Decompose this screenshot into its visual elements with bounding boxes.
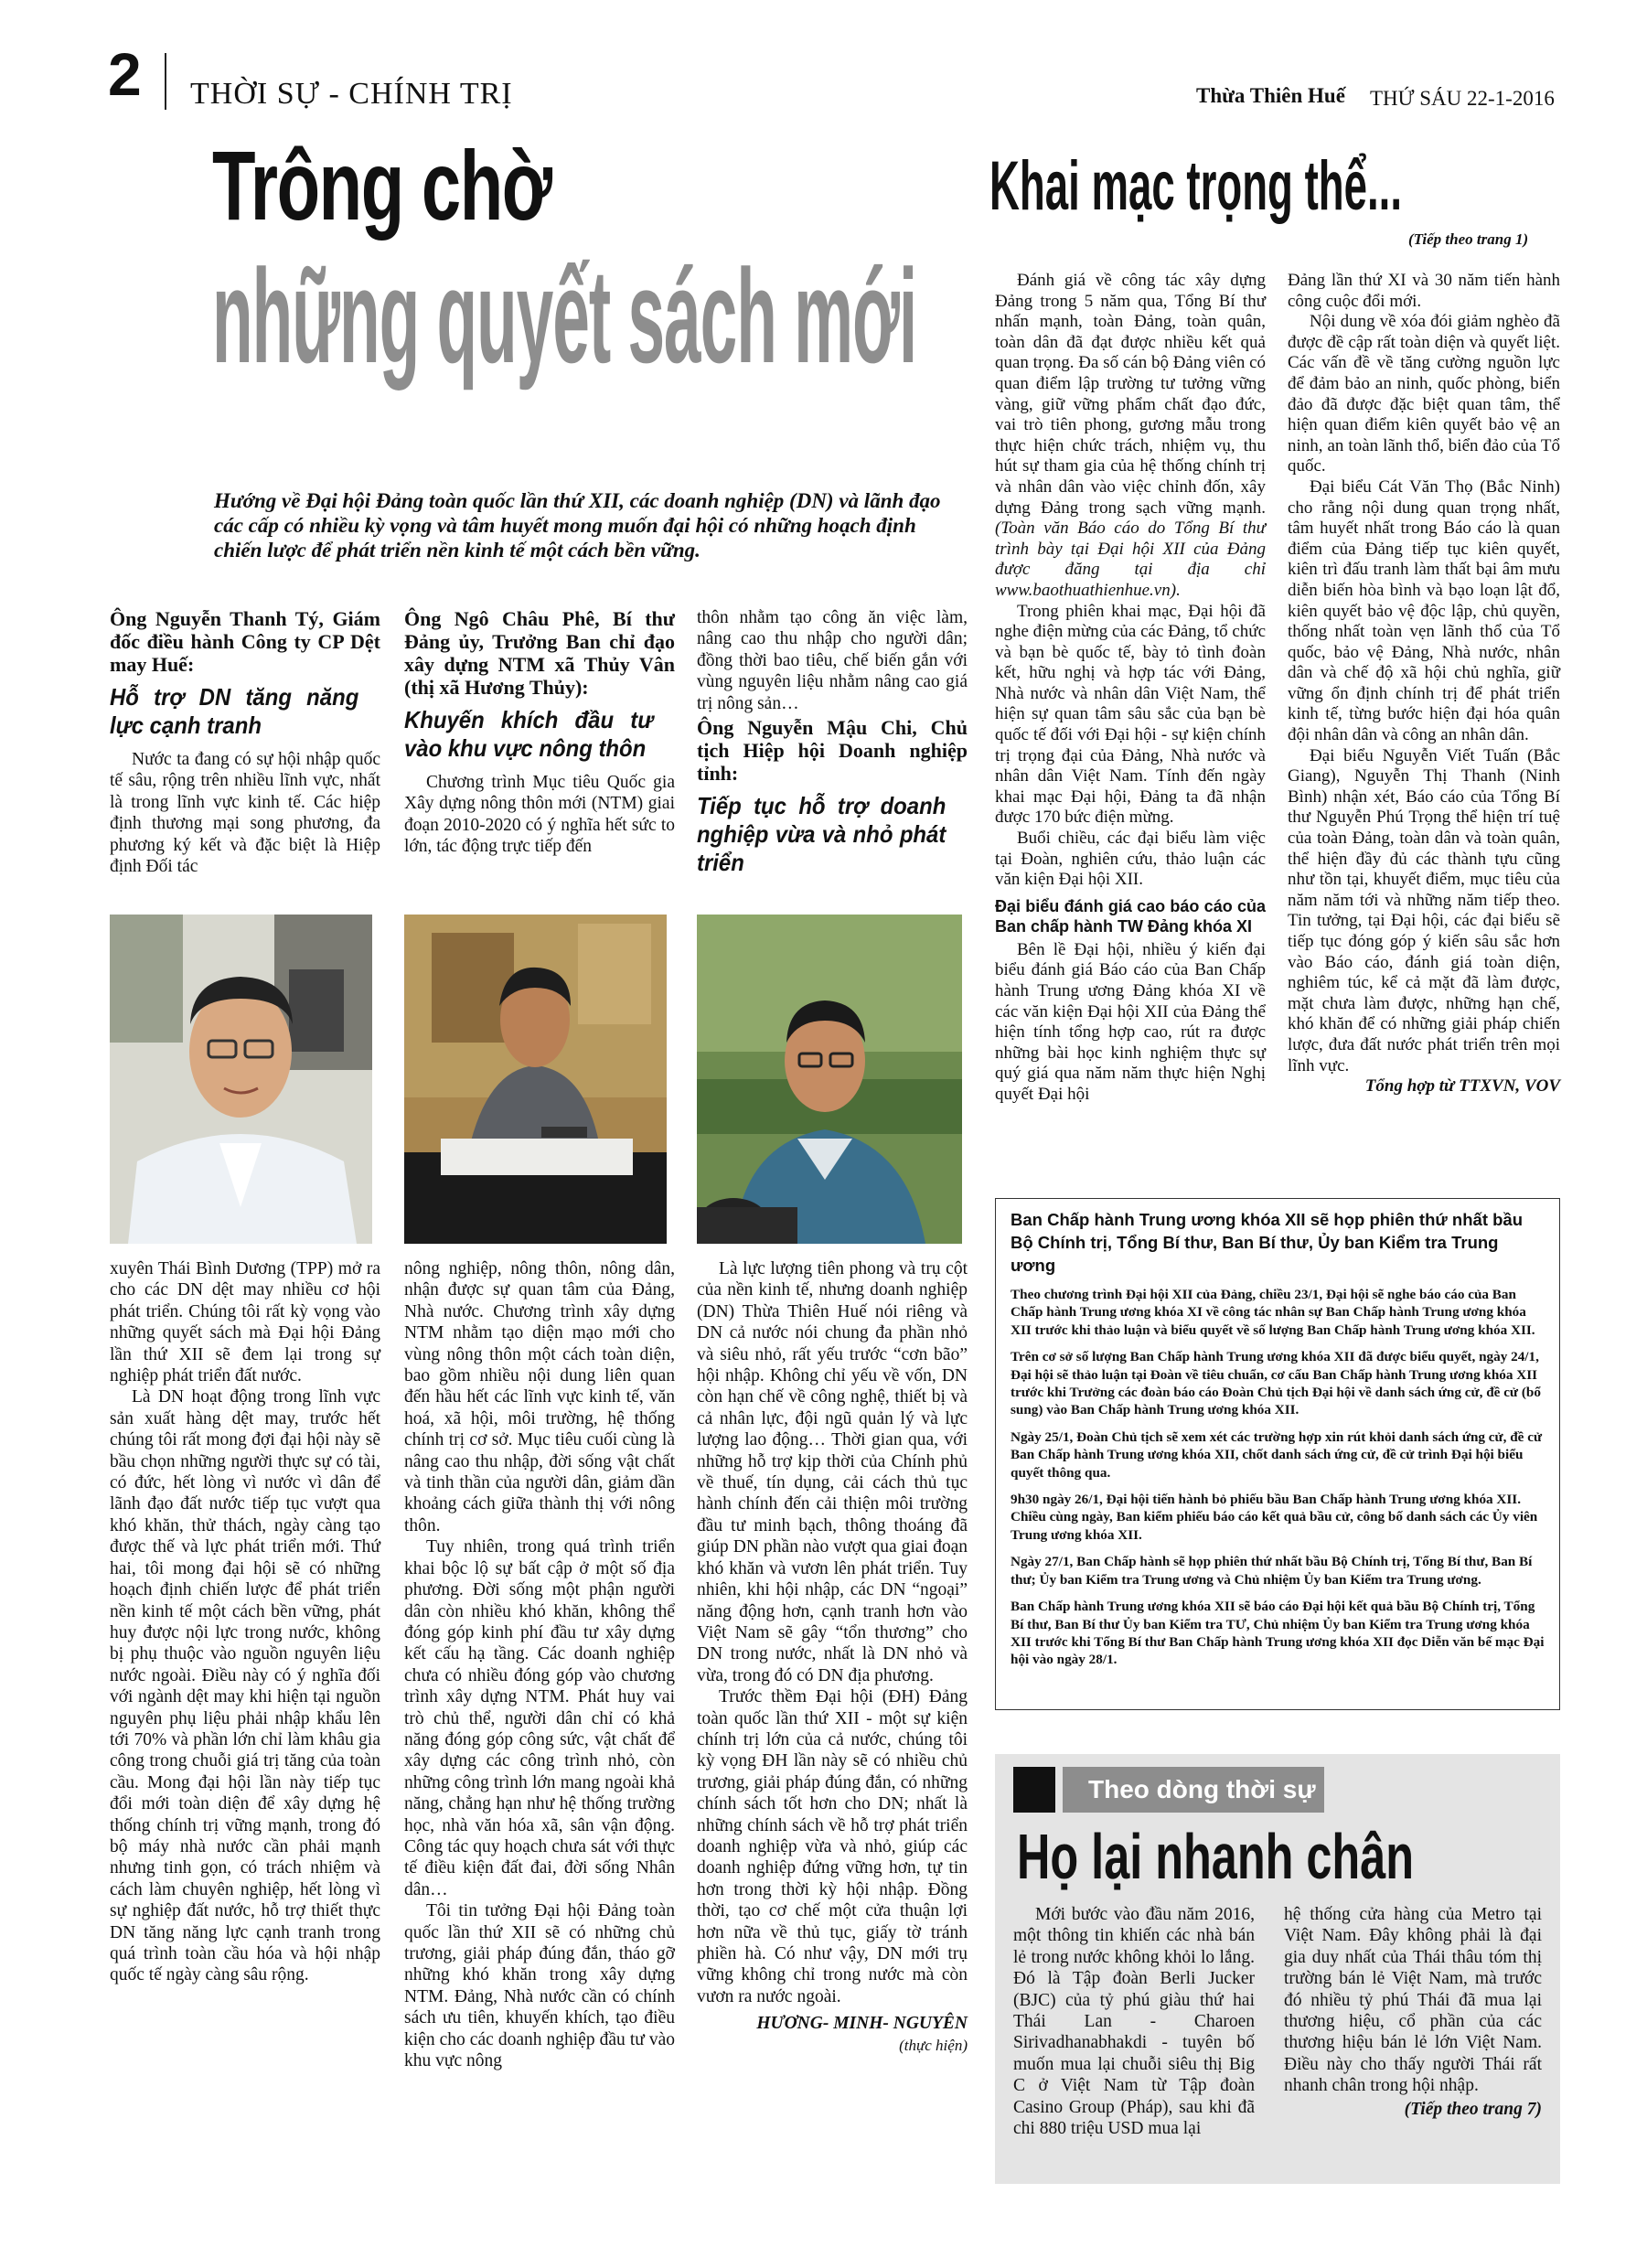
page-number: 2: [108, 40, 142, 108]
col2-bottom: [404, 1258, 675, 2071]
newspaper-name: Thừa Thiên Huế: [1196, 84, 1345, 107]
col2-bottom-p1: nông nghiệp, nông thôn, nông dân, nhận được sự quan tâm của Đảng, Nhà nước. Chương trình xây dựng NTM nhằm tạo diện mạo mới cho vùng nông thôn một cách toàn diện, bao gồm nhiều nội dung liên quan đến hầu hết các lĩnh vực kinh tế, văn hoá, xã hội, môi trường, hệ thống chính trị cơ sở. Mục tiêu cuối cùng là nâng cao thu nhập, đời sống vật chất và tinh thần của người dân, giảm dần khoảng cách giữa thành thị với nông thôn.: [404, 1259, 675, 1535]
right-col-a-p2: Trong phiên khai mạc, Đại hội đã nghe điện mừng của các Đảng, tổ chức và bạn bè quốc tế, bày tỏ tình đoàn kết, hữu nghị và hợp tác với Đảng, Nhà nước và nhân dân Việt Nam, thể hiện sự quan tâm sâu sắc của bạn bè quốc tế đối với Đại hội - sự kiện chính trị trọng đại của Đảng, Nhà nước và nhân dân Việt Nam. Tính đến ngày khai mạc Đại hội, Đảng ta đã nhận được 170 bức điện mừng.: [995, 601, 1266, 828]
col3-top-text: thôn nhằm tạo công ăn việc làm, nâng cao thu nhập cho người dân; đồng thời bao tiêu, chế biến gắn với vùng nguyên liệu nhằm nâng cao giá trị nông sản…: [697, 608, 968, 713]
info-box-item: Trên cơ sở số lượng Ban Chấp hành Trung ương khóa XII đã được biểu quyết, ngày 24/1, Đại hội sẽ thảo luận tại Đoàn về tiêu chuẩn, cơ cấu Ban Chấp hành Trung ương khóa XII trước khi Trưởng các đoàn báo cáo Đoàn Chủ tịch Đại hội về danh sách ứng cử, đề cử (bổ sung) vào Ban Chấp hành Trung ương khóa XII.: [1011, 1349, 1541, 1418]
column-box-marker: [1013, 1767, 1055, 1813]
right-col-a-p1: [995, 271, 1266, 602]
main-lead: Hướng về Đại hội Đảng toàn quốc lần thứ XII, các doanh nghiệp (DN) và lãnh đạo các cấp có nhiều kỳ vọng và tâm huyết mong muốn đại hội có những hoạch định chiến lược để phát triển nền kinh tế một cách bền vững.: [214, 489, 941, 562]
col2-top: [404, 607, 675, 858]
right-headline: Khai mạc trọng thể...: [989, 147, 1402, 225]
main-headline-line1: Trông chờ: [212, 130, 551, 241]
photo-ngo-chau-phe: [404, 915, 667, 1244]
info-box-title: Ban Chấp hành Trung ương khóa XII sẽ họp phiên thứ nhất bầu Bộ Chính trị, Tổng Bí thư, Ban Bí thư, Ủy ban Kiểm tra Trung ương: [1011, 1210, 1524, 1275]
header-divider: [165, 53, 166, 110]
column-box-left: [1013, 1904, 1255, 2139]
column-box-right: [1284, 1904, 1542, 2120]
section-name: THỜI SỰ - CHÍNH TRỊ: [190, 77, 513, 111]
col1-top-text: Nước ta đang có sự hội nhập quốc tế sâu, rộng trên nhiều lĩnh vực, nhất là trong lĩnh vực kinh tế. Các hiệp định thương mại song phương, đa phương ký kết và đặc biệt là Hiệp định Đối tác: [110, 750, 380, 877]
col3-signature: HƯƠNG- MINH- NGUYÊN: [756, 2014, 968, 2034]
right-col-b-p3: Đại biểu Cát Văn Thọ (Bắc Ninh) cho rằng nội dung quan trọng nhất, tâm huyết nhất trong Báo cáo là quan điểm của Đảng tiếp tục kiên quyết, kiên trì đấu tranh làm thất bại âm mưu diễn biến hòa bình và bạo loạn lật đổ, kiên quyết bảo vệ độc lập, chủ quyền, thống nhất toàn vẹn lãnh thổ của Tổ quốc, bảo vệ Đảng, Nhà nước, nhân dân và chế độ xã hội chủ nghĩa, giữ vững ổn định chính trị để phát triển kinh tế, từng bước hiện đại hóa quân đội nhân dân và công an nhân dân.: [1288, 476, 1560, 745]
info-box-item: Ngày 25/1, Đoàn Chủ tịch sẽ xem xét các trường hợp xin rút khỏi danh sách ứng cử, đề cử Ban Chấp hành Trung ương khóa XII, chốt danh sách ứng cử, đề cử trình Đại hội biểu quyết thông qua.: [1011, 1428, 1543, 1481]
column-box-left-text: Mới bước vào đầu năm 2016, một thông tin khiến các nhà bán lẻ trong nước không khỏi lo lắng. Đó là Tập đoàn Berli Jucker (BJC) của tỷ phú giàu thứ hai Thái Lan - Charoen Sirivadhanabhakdi - tuyên bố muốn mua lại chuỗi siêu thị Big C ở Việt Nam từ Tập đoàn Casino Group (Pháp), sau khi đã chi 880 triệu USD mua lại: [1013, 1905, 1255, 2139]
info-box: [995, 1198, 1560, 1710]
photo-nguyen-mau-chi: [697, 915, 962, 1244]
right-col-a-subhead: Đại biểu đánh giá cao báo cáo của Ban chấp hành TW Đảng khóa XI: [995, 896, 1266, 936]
main-headline-line2: những quyết sách mới: [212, 241, 917, 390]
col3-bottom-p2: Trước thềm Đại hội (ĐH) Đảng toàn quốc lần thứ XII - một sự kiện chính trị lớn của cả nước, chúng tôi kỳ vọng ĐH lần này sẽ có nhiều chủ trương, giải pháp đúng đắn, có những chính sách tốt hơn cho DN; nhất là những chính sách về hỗ trợ phát triển doanh nghiệp vừa và nhỏ, giúp các doanh nghiệp đứng vững hơn, tự tin hơn trong thời kỳ hội nhập. Đồng thời, tạo cơ chế một cửa thuận lợi hơn nữa về thủ tục, giấy tờ tránh phiền hà. Có như vậy, DN mới trụ vững không chỉ trong nước mà còn vươn ra nước ngoài.: [697, 1687, 968, 2006]
col3-subhead: Tiếp tục hỗ trợ doanh nghiệp vừa và nhỏ phát triển: [697, 792, 946, 877]
right-col-a-p3: Buổi chiều, các đại biểu làm việc tại Đoàn, nghiên cứu, thảo luận các văn kiện Đại hội XII.: [995, 829, 1266, 890]
info-box-item: 9h30 ngày 26/1, Đại hội tiến hành bỏ phiếu bầu Ban Chấp hành Trung ương khóa XII. Chiều cùng ngày, Ban kiểm phiếu báo cáo kết quả bầu cử, công bố danh sách các Ủy viên Trung ương khóa XII.: [1011, 1492, 1538, 1543]
col2-top-text: Chương trình Mục tiêu Quốc gia Xây dựng nông thôn mới (NTM) giai đoạn 2010-2020 có ý nghĩa hết sức to lớn, tác động trực tiếp đến: [404, 773, 675, 857]
col3-bottom: [697, 1258, 968, 2056]
col2-bottom-p2: Tuy nhiên, trong quá trình triển khai bộc lộ sự bất cập ở một số địa phương. Đời sống một phận người dân còn nhiều khó khăn, không thể đóng góp kinh phí đầu tư xây dựng kết cấu hạ tầng. Các doanh nghiệp chưa có nhiều đóng góp vào chương trình xây dựng NTM. Phát huy vai trò chủ thể, người dân chỉ có khả năng đóng góp công sức, vật chất để xây dựng các công trình nhỏ, còn những công trình lớn mang ngoài khả năng, chẳng hạn như hệ thống trường học, nhà văn hóa xã, sân vận động. Công tác quy hoạch chưa sát với thực tế điều kiện đất đai, đời sống Nhân dân…: [404, 1537, 675, 1899]
col3-bottom-p1: Là lực lượng tiên phong và trụ cột của nền kinh tế, nhưng doanh nghiệp (DN) Thừa Thiên Huế nói riêng và DN cả nước nói chung đa phần nhỏ và siêu nhỏ, rất yếu trước “cơn bão” hội nhập. Không chỉ yếu về vốn, DN còn hạn chế về công nghệ, thiết bị và cả nhân lực, đội ngũ quản lý và lực lượng lao động… Thời gian qua, với những hỗ trợ kịp thời của Chính phủ về thuế, tín dụng, cải cách thủ tục hành chính đến cải thiện môi trường đầu tư minh bạch, thông thoáng đã giúp DN phần nào vượt qua giai đoạn khó khăn và vươn lên phát triển. Tuy nhiên, khi hội nhập, các DN “ngoại” năng động hơn, cạnh tranh hơn vào Việt Nam sẽ gây “tổn thương” cho DN trong nước, nhất là DN nhỏ và vừa, trong đó có DN địa phương.: [697, 1259, 968, 1685]
column-box-label: Theo dòng thời sự: [1063, 1767, 1324, 1813]
issue-date: THỨ SÁU 22-1-2016: [1370, 87, 1555, 110]
right-col-b-p4: Đại biểu Nguyễn Viết Tuấn (Bắc Giang), Nguyễn Thị Thanh (Ninh Bình) nhận xét, Báo cáo của Tổng Bí thư Nguyễn Phú Trọng thể hiện trí tuệ của toàn Đảng, toàn dân và toàn quân, thể hiện đầy đủ các thành tựu cũng như tồn tại, khuyết điểm, mục tiêu của năm năm tới và những năm tiếp theo. Tin tưởng, tại Đại hội, các đại biểu sẽ tiếp tục đóng góp ý kiến sâu sắc hơn vào Báo cáo, đánh giá toàn diện, nghiêm túc, kể cả mặt đã làm được, mặt chưa làm được, những hạn chế, khó khăn để có những giải pháp chiến lược, đưa đất nước phát triển trên mọi lĩnh vực.: [1288, 745, 1560, 1075]
continued-note: (Tiếp theo trang 1): [1408, 230, 1529, 248]
col1-subhead: Hỗ trợ DN tăng năng lực cạnh tranh: [110, 683, 359, 739]
photo-nguyen-thanh-ty: [110, 915, 372, 1244]
right-col-a-p1-text: Đánh giá về công tác xây dựng Đảng trong 5 năm qua, Tổng Bí thư nhấn mạnh, toàn Đảng, toàn quân, toàn dân đã đạt được nhiều kết quả quan trọng. Đa số cán bộ Đảng viên có quan điểm lập trường tư tưởng vững vàng, giữ vững phẩm chất đạo đức, vai trò tiên phong, gương mẫu trong thực hiện chức trách, nhiệm vụ, thu hút sự tham gia của hệ thống chính trị và nhân dân vào việc chỉnh đốn, xây dựng Đảng trong sạch vững mạnh.: [995, 271, 1267, 518]
col2-subhead: Khuyến khích đầu tư vào khu vực nông thôn: [404, 706, 654, 762]
right-col-a-source-link: (Toàn văn Báo cáo do Tổng Bí thư trình bày tại Đại hội XII của Đảng được đăng tại địa chỉ www.baothuathienhue.vn).: [995, 519, 1266, 600]
right-col-a-p4: Bên lề Đại hội, nhiều ý kiến đại biểu đánh giá Báo cáo của Ban Chấp hành Trung ương Đảng khóa XI về các văn kiện Đại hội XII của Đảng thể hiện tính tổng hợp cao, rút ra được những bài học kinh nghiệm thực sự quý giá qua năm năm thực hiện Nghị quyết Đại hội: [995, 939, 1266, 1104]
info-box-item: Ban Chấp hành Trung ương khóa XII sẽ báo cáo Đại hội kết quả bầu Bộ Chính trị, Tổng Bí thư, Ban Bí thư Ủy ban Kiểm tra TƯ, Chủ nhiệm Ủy ban Kiểm tra Trung ương khóa XII trước khi Tổng Bí thư Ban Chấp hành Trung ương khóa XII đọc Diễn văn bế mạc Đại hội vào ngày 28/1.: [1011, 1599, 1545, 1668]
col2-person: Ông Ngô Châu Phê, Bí thư Đảng ủy, Trưởng Ban chỉ đạo xây dựng NTM xã Thủy Vân (thị xã Hương Thủy):: [404, 607, 675, 699]
col3-person: Ông Nguyễn Mậu Chi, Chủ tịch Hiệp hội Doanh nghiệp tỉnh:: [697, 716, 968, 786]
col2-bottom-p3: Tôi tin tưởng Đại hội Đảng toàn quốc lần thứ XII sẽ có những chủ trương, giải pháp đúng đắn, tháo gỡ những khó khăn trong xây dựng NTM. Đảng, Nhà nước cần có chính sách ưu tiên, khuyến khích, tạo điều kiện cho các doanh nghiệp đầu tư vào khu vực nông: [404, 1901, 675, 2071]
col3-top: [697, 607, 968, 886]
column-box-headline: Họ lại nhanh chân: [1017, 1821, 1415, 1892]
col3-signature-note: (thực hiện): [899, 2036, 968, 2054]
info-box-item: Ngày 27/1, Ban Chấp hành sẽ họp phiên thứ nhất bầu Bộ Chính trị, Tổng Bí thư, Ban Bí thư; Ủy ban Kiểm tra Trung ương và Chủ nhiệm Ủy ban Kiểm tra Trung ương.: [1011, 1554, 1533, 1588]
col1-bottom-p2: Là DN hoạt động trong lĩnh vực sản xuất hàng dệt may, trước hết chúng tôi rất mong đợi đại hội này sẽ bầu chọn những người thực sự có tài, có đức, hết lòng vì nước vì dân để lãnh đạo đất nước tiếp tục vượt qua khó khăn, thử thách, ngày càng tạo được thế và lực phát triển mới. Thứ hai, tôi mong đại hội sẽ có những hoạch định chiến lược để phát triển nền kinh tế một cách bền vững, phát huy được nội lực trong nước, không bị phụ thuộc vào nguồn nguyên liệu nước ngoài. Điều này có ý nghĩa đối với ngành dệt may khi hiện tại nguồn nguyên phụ liệu phải nhập khẩu lên tới 70% và phần lớn chỉ làm khâu gia công trong chuỗi giá trị tăng của toàn cầu. Mong đại hội lần này tiếp tục đổi mới toàn diện để xây dựng hệ thống chính trị vững mạnh, trong đó bộ máy nhà nước cần phải mạnh nhưng tinh gọn, có trách nhiệm và cách làm chuyên nghiệp, hết lòng vì sự nghiệp đất nước, hỗ trợ thiết thực DN tăng năng lực cạnh tranh trong quá trình toàn cầu hóa và hội nhập quốc tế ngày càng sâu rộng.: [110, 1387, 380, 1985]
col1-bottom-p1: xuyên Thái Bình Dương (TPP) mở ra cho các DN dệt may nhiều cơ hội phát triển. Chúng tôi rất kỳ vọng vào những quyết sách mà Đại hội Đảng lần thứ XII sẽ đem lại trong sự nghiệp phát triển đất nước.: [110, 1259, 380, 1386]
column-box-right-text: hệ thống cửa hàng của Metro tại Việt Nam. Đây không phải là đại gia duy nhất của Thái thâu tóm thị trường bán lẻ Việt Nam, mà trước đó nhiều tỷ phú Thái đã mua lại thương hiệu, cổ phần của các thương hiệu bán lẻ lớn Việt Nam. Điều này cho thấy người Thái rất nhanh chân trong hội nhập.: [1284, 1905, 1542, 2096]
right-col-b-source: Tổng hợp từ TTXVN, VOV: [1364, 1076, 1560, 1097]
col1-bottom: [110, 1258, 380, 1986]
right-col-b-p2: Nội dung về xóa đói giảm nghèo đã được đề cập rất toàn diện và quyết liệt. Các vấn đề về tăng cường nguồn lực để đảm bảo an ninh, quốc phòng, biển đảo đã được đặc biệt quan tâm, thể hiện quan điểm kiên quyết bảo vệ an ninh, an toàn lãnh thổ, biển đảo của Tổ quốc.: [1288, 312, 1560, 476]
right-col-a: [995, 271, 1266, 1106]
right-col-b: [1288, 271, 1560, 1097]
info-box-item: Theo chương trình Đại hội XII của Đảng, chiều 23/1, Đại hội sẽ nghe báo cáo của Ban Chấp hành Trung ương khóa XI về công tác nhân sự Ban Chấp hành Trung ương khóa XII trước khi thảo luận và biểu quyết về số lượng Ban Chấp hành Trung ương khóa XII.: [1011, 1287, 1535, 1338]
right-col-b-p1: Đảng lần thứ XI và 30 năm tiến hành công cuộc đổi mới.: [1288, 271, 1560, 311]
column-box-continued: (Tiếp theo trang 7): [1404, 2099, 1542, 2119]
col1-top: [110, 607, 380, 877]
col1-person: Ông Nguyễn Thanh Tý, Giám đốc điều hành Công ty CP Dệt may Huế:: [110, 607, 380, 676]
